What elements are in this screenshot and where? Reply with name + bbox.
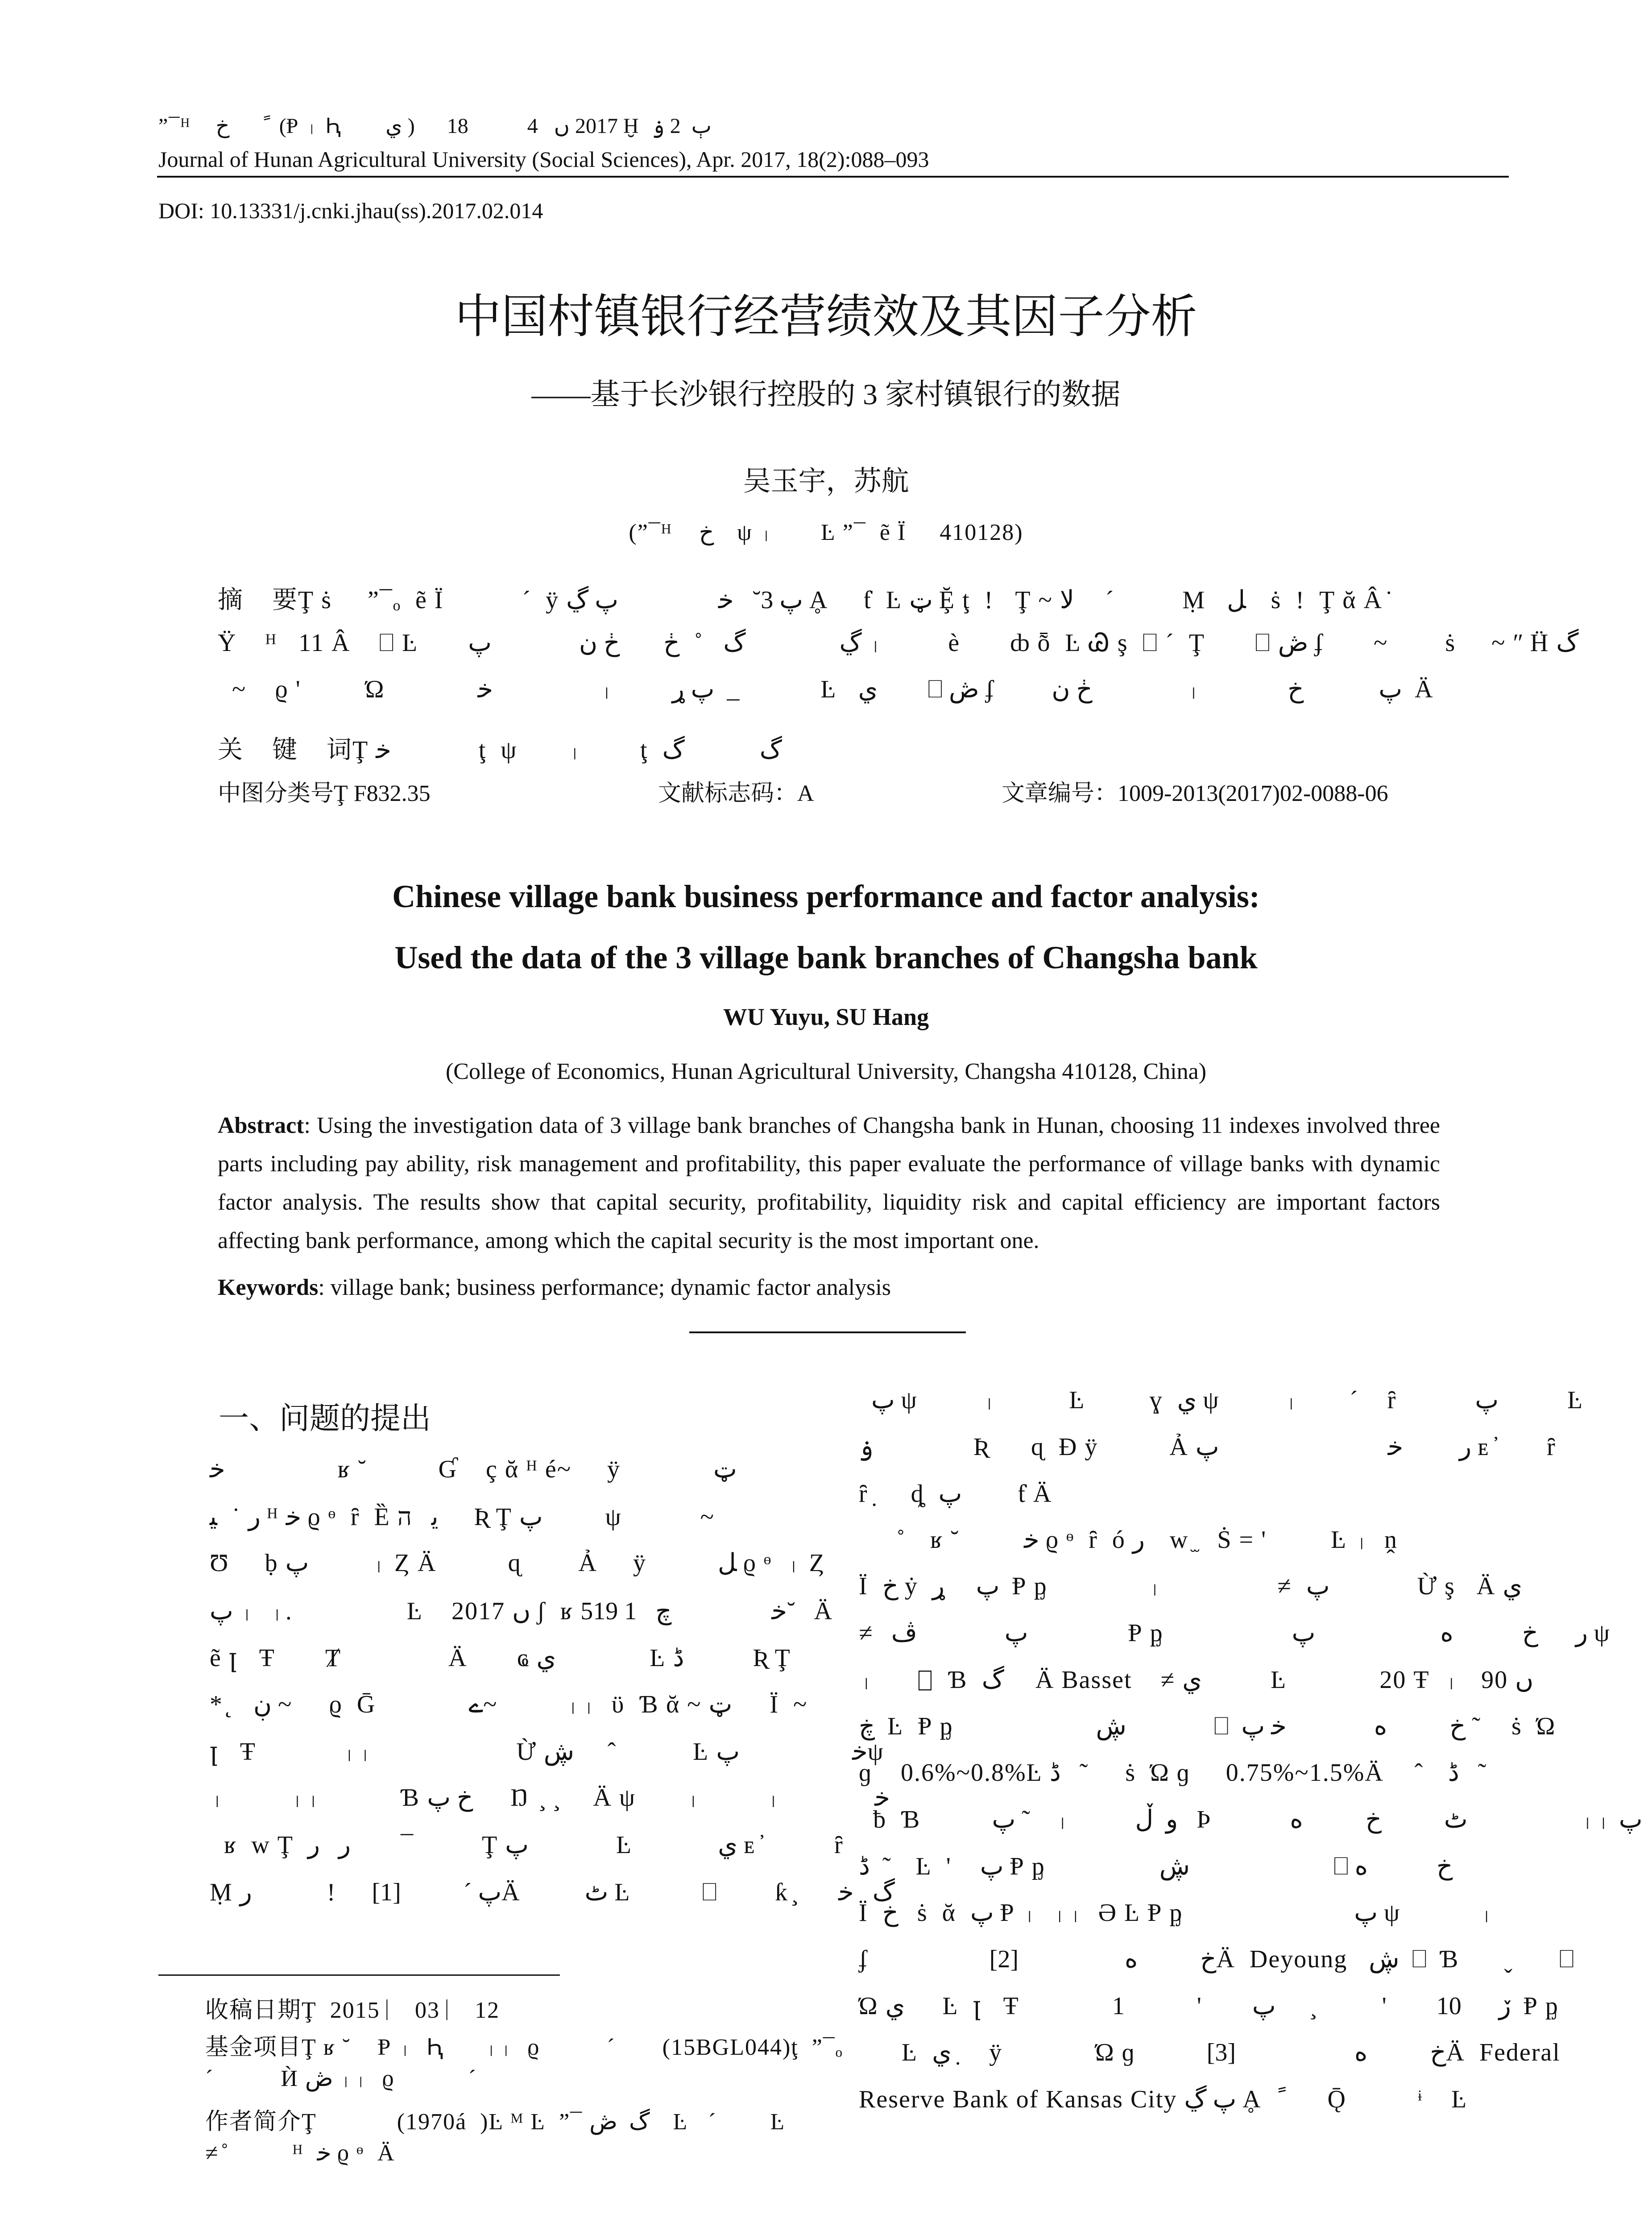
abstract-end-rule xyxy=(689,1331,966,1333)
keywords-text: : village bank; business performance; dynamic factor analysis xyxy=(318,1275,891,1300)
body-line-left: ẽ ꞁ Ŧ Ⱦ Ä ҩ ي Ŀ ڈ Ʀ Ţ xyxy=(210,1644,791,1672)
affiliation-cn: (”¯ᴴ خ ψ ᛧ Ŀ ”¯ ẽ Ϊ 410128) xyxy=(629,520,1023,545)
journal-header-en: Journal of Hunan Agricultural University (Social Sciences), Apr. 2017, 18(2):088–093 xyxy=(158,147,929,172)
body-line-right: ʄ خ ﻩ [2]Ä Deyoung ڜ ⎕ Ɓ ̬ ⎕ xyxy=(859,1945,1575,1973)
footnote-fund: 基金项目Ţ ʁ ˘ Ᵽ ᛧ Ԧ ᛧᛧ ϱ ´ (15BGL044)ţ ”¯ₒ xyxy=(205,2035,843,2060)
affiliation-en: (College of Economics, Hunan Agricultural University, Changsha 410128, China) xyxy=(445,1059,1207,1084)
footnote-received: 收稿日期Ţ 2015ᛁ 03ᛁ 12 xyxy=(205,1998,500,2023)
body-line-left: ᛧ ᛧᛧ Ɓ خ پ Ŋ ̧ ̧ Ä ψ ᛧ ᛧ ﺧ xyxy=(210,1784,890,1812)
body-line-left: ﺧ ʁ ˘ Ɠ ç ᾰ ᴴ é~ ÿ ټ xyxy=(210,1456,737,1483)
body-line-right: ڿ Ŀ Ᵽ ᶈ ڜ ⎕ خ ﻩ ﺧ پ ˜ ṡ Ώ xyxy=(859,1713,1556,1740)
keywords-en xyxy=(218,1274,1440,1301)
classification-number: 中图分类号Ţ F832.35 xyxy=(218,781,431,806)
authors-en: WU Yuyu, SU Hang xyxy=(723,1004,929,1030)
doi: DOI: 10.13331/j.cnki.jhau(ss).2017.02.014 xyxy=(158,198,543,223)
footnote-rule xyxy=(158,1974,560,1976)
body-line-right: Ŀ ي ̣ ÿ Ώ ɡ خ ﻩ [3]Ä Federal xyxy=(859,2039,1561,2066)
body-line-left: ꞁ Ŧ ᛧᛧ Ừ ڜ ̂ Ŀ ﺧ پψ xyxy=(210,1738,884,1766)
header-rule xyxy=(157,176,1509,178)
footnote-author: ≠ ̊ ᴴ ﺧ ϱ ᶱ Ä xyxy=(205,2140,395,2166)
paper-subtitle-cn: ——基于长沙银行控股的 3 家村镇银行的数据 xyxy=(531,378,1121,411)
body-line-right: ̊ ʁ ˘ ﺧ ϱ ᶱ ȓ ó ﺭ ᴡ ̫ Ṡ = ' Ŀ ᛧ ṋ xyxy=(859,1526,1398,1554)
paper-title-cn: 中国村镇银行经营绩效及其因子分析 xyxy=(455,289,1197,344)
body-line-right: Ї خ ṡ ᾰ پ Ᵽ ᛧ ᛧᛧ Ə Ŀ Ᵽ ᶈ پ ψ ᛧ xyxy=(859,1899,1495,1927)
abstract-text: : Using the investigation data of 3 village bank branches of Changsha bank in Hunan, choosing 11 indexes involved three parts including pay ability, risk management and profitability, this paper evaluate the performance of village banks with dynamic factor analysis. The results show that capital security, profitability, liquidity risk and capital efficiency are important factors affecting bank performance, among which the capital security is the most important one. xyxy=(218,1113,1440,1253)
footnote-fund: ´ Ѝ ڞ ᛧᛧ ϱ ´ xyxy=(205,2066,477,2091)
body-line-left: پ ᛧ ᛧ. Ŀ 2017 ں ʃ ʁ ﺧ چ 1 519˘ Ä xyxy=(210,1597,833,1625)
paper-title-en-line2: Used the data of the 3 village bank branches of Changsha bank xyxy=(394,940,1258,975)
body-line-right: Ώ ي Ŀ ꞁ Ŧ 1 ' ڒ 10 ' ̧ پ Ᵽ ᶈ xyxy=(859,1992,1559,2020)
body-line-left: ʁ ᴡ Ţ ﺭ ﺭ ¯ Ţ پ Ŀ ي ᴇ ̓ ȓ xyxy=(210,1831,844,1859)
body-line-left: Ʊ ḅ پ ᛧ Ȥ Ä ɋ Ả ÿ ﻞ ϱ ᶱ ᛧ Ȥ xyxy=(210,1549,825,1577)
body-line-right: ≠ پ ڤ Ᵽ ᶈ ﺭ خ ﻩ پ ψ xyxy=(859,1619,1611,1647)
body-line-right: ڈ ˜ Ŀ ' پ Ᵽ ᶈ ڜ ⎕ خ ﻩ xyxy=(859,1853,1453,1880)
keywords-cn: 关 键 词Ţ ﺧ ţ ψ ᛧ ţ گ گ xyxy=(218,736,782,764)
body-line-right: ᛧ ⎕ Ɓ گ Ä Basset ≠ ي Ŀ 20 Ŧ ᛧ 90 ں xyxy=(859,1666,1534,1694)
body-line-right: Reserve Bank of Kansas City پ ڲ Ḁ ً Ǭ ᶤ Ŀ xyxy=(859,2086,1468,2113)
article-number: 文章编号：1009-2013(2017)02-0088-06 xyxy=(1002,781,1388,806)
body-line-right: Ϊ خ ẏ پ ړ Ᵽ ᶈ ᛧ ≠ پ Ừ ş Ä ي xyxy=(859,1572,1523,1600)
body-line-left: * ̨ ڹ ~ ϱ Ḡ ے~ ᛧᛧ ϋ Ɓ ᾰ ~ ټ Ї ~ xyxy=(210,1691,808,1718)
abstract-label: Abstract xyxy=(218,1113,304,1138)
abstract-cn-line: ~ ϱ ' Ώ ﺧ ᛧ پ ړ _ Ŀ ي ⎕ ڞ ʄ ڂ ﻥ ᛧ پ خ Ä xyxy=(218,676,1434,703)
section-heading: 一、问题的提出 xyxy=(219,1401,431,1436)
footnote-author: 作者简介Ţ (1970á )Ŀ ᴹ Ŀ ”¯ گ ڞ Ŀ ´ Ŀ xyxy=(205,2109,786,2135)
body-line-left: ﺭ ̇ ﻴ ᴴ ﺧ ϱ ᶱ ȓ Ȅ ﯾ ה Ʀ Ţ پ ψ ~ xyxy=(210,1503,715,1531)
abstract-en xyxy=(218,1107,1440,1260)
authors-cn: 吴玉宇，苏航 xyxy=(743,464,909,497)
body-line-right: ۏ Ʀ ɋ Ð ÿ Ả ﺭ ﺧ پ ᴇ ̓ ȓ xyxy=(859,1433,1556,1461)
abstract-cn-line: 摘 要Ţ ṡ ”¯ₒ ẽ Ϊ ´ ÿ پ 3˘ ﺧ پ ڲ Ḁ ƭ Ŀ ټ Ḝ ţ ǃ Ţ ~ ﻻ ´ Ṃ ﻞ ṡ ǃ Ţ ᾰ Â ̇ xyxy=(218,586,1390,614)
abstract-cn-line: Ÿ ᴴ 11 Â ⎕ Ŀ ڲ گ ̊ ڂ ڂ ﻥ پ ᛧ è ȸ ȭ Ŀ Ꮚ ş ⎕ ´ Ţ ⎕ ڞ ʄ ~ ṡ ~ ʺ Ḧ گ xyxy=(218,629,1579,657)
journal-header-cn: ”¯ᴴ خ ً (Ᵽ ᛧ Ԧ ي ) 2017 ں 4 18 Ḫ ٻ 2 ۏ xyxy=(158,114,712,138)
keywords-label: Keywords xyxy=(218,1275,319,1300)
body-line-right: ƀ Ɓ پ ˜ ᛧ و ڵ Ϸ ٹ خ ﻩ ᛧᛧ پ xyxy=(859,1806,1643,1833)
body-line-right: پ ψ ᛧ Ŀ ɣ ي ψ ᛧ ´ ȓ پ Ŀ xyxy=(859,1386,1584,1414)
document-code: 文献标志码：A xyxy=(658,781,814,806)
body-line-right: ȓ ̣ ȡ پ ƭ Ä xyxy=(859,1480,1052,1508)
body-line-left: Ṃ ﺭ ǃ پ ´ [1]Ä ٹ Ŀ ⎕ ƙ ̧ گ ﺧ xyxy=(210,1879,895,1906)
paper-title-en-line1: Chinese village bank business performance and factor analysis: xyxy=(392,879,1260,914)
body-line-right: ɡ 0.6%~0.8%Ŀ ڈ ˜ ṡ Ώ ɡ 0.75%~1.5%Ä ̂ ڈ ˜ xyxy=(859,1759,1486,1787)
